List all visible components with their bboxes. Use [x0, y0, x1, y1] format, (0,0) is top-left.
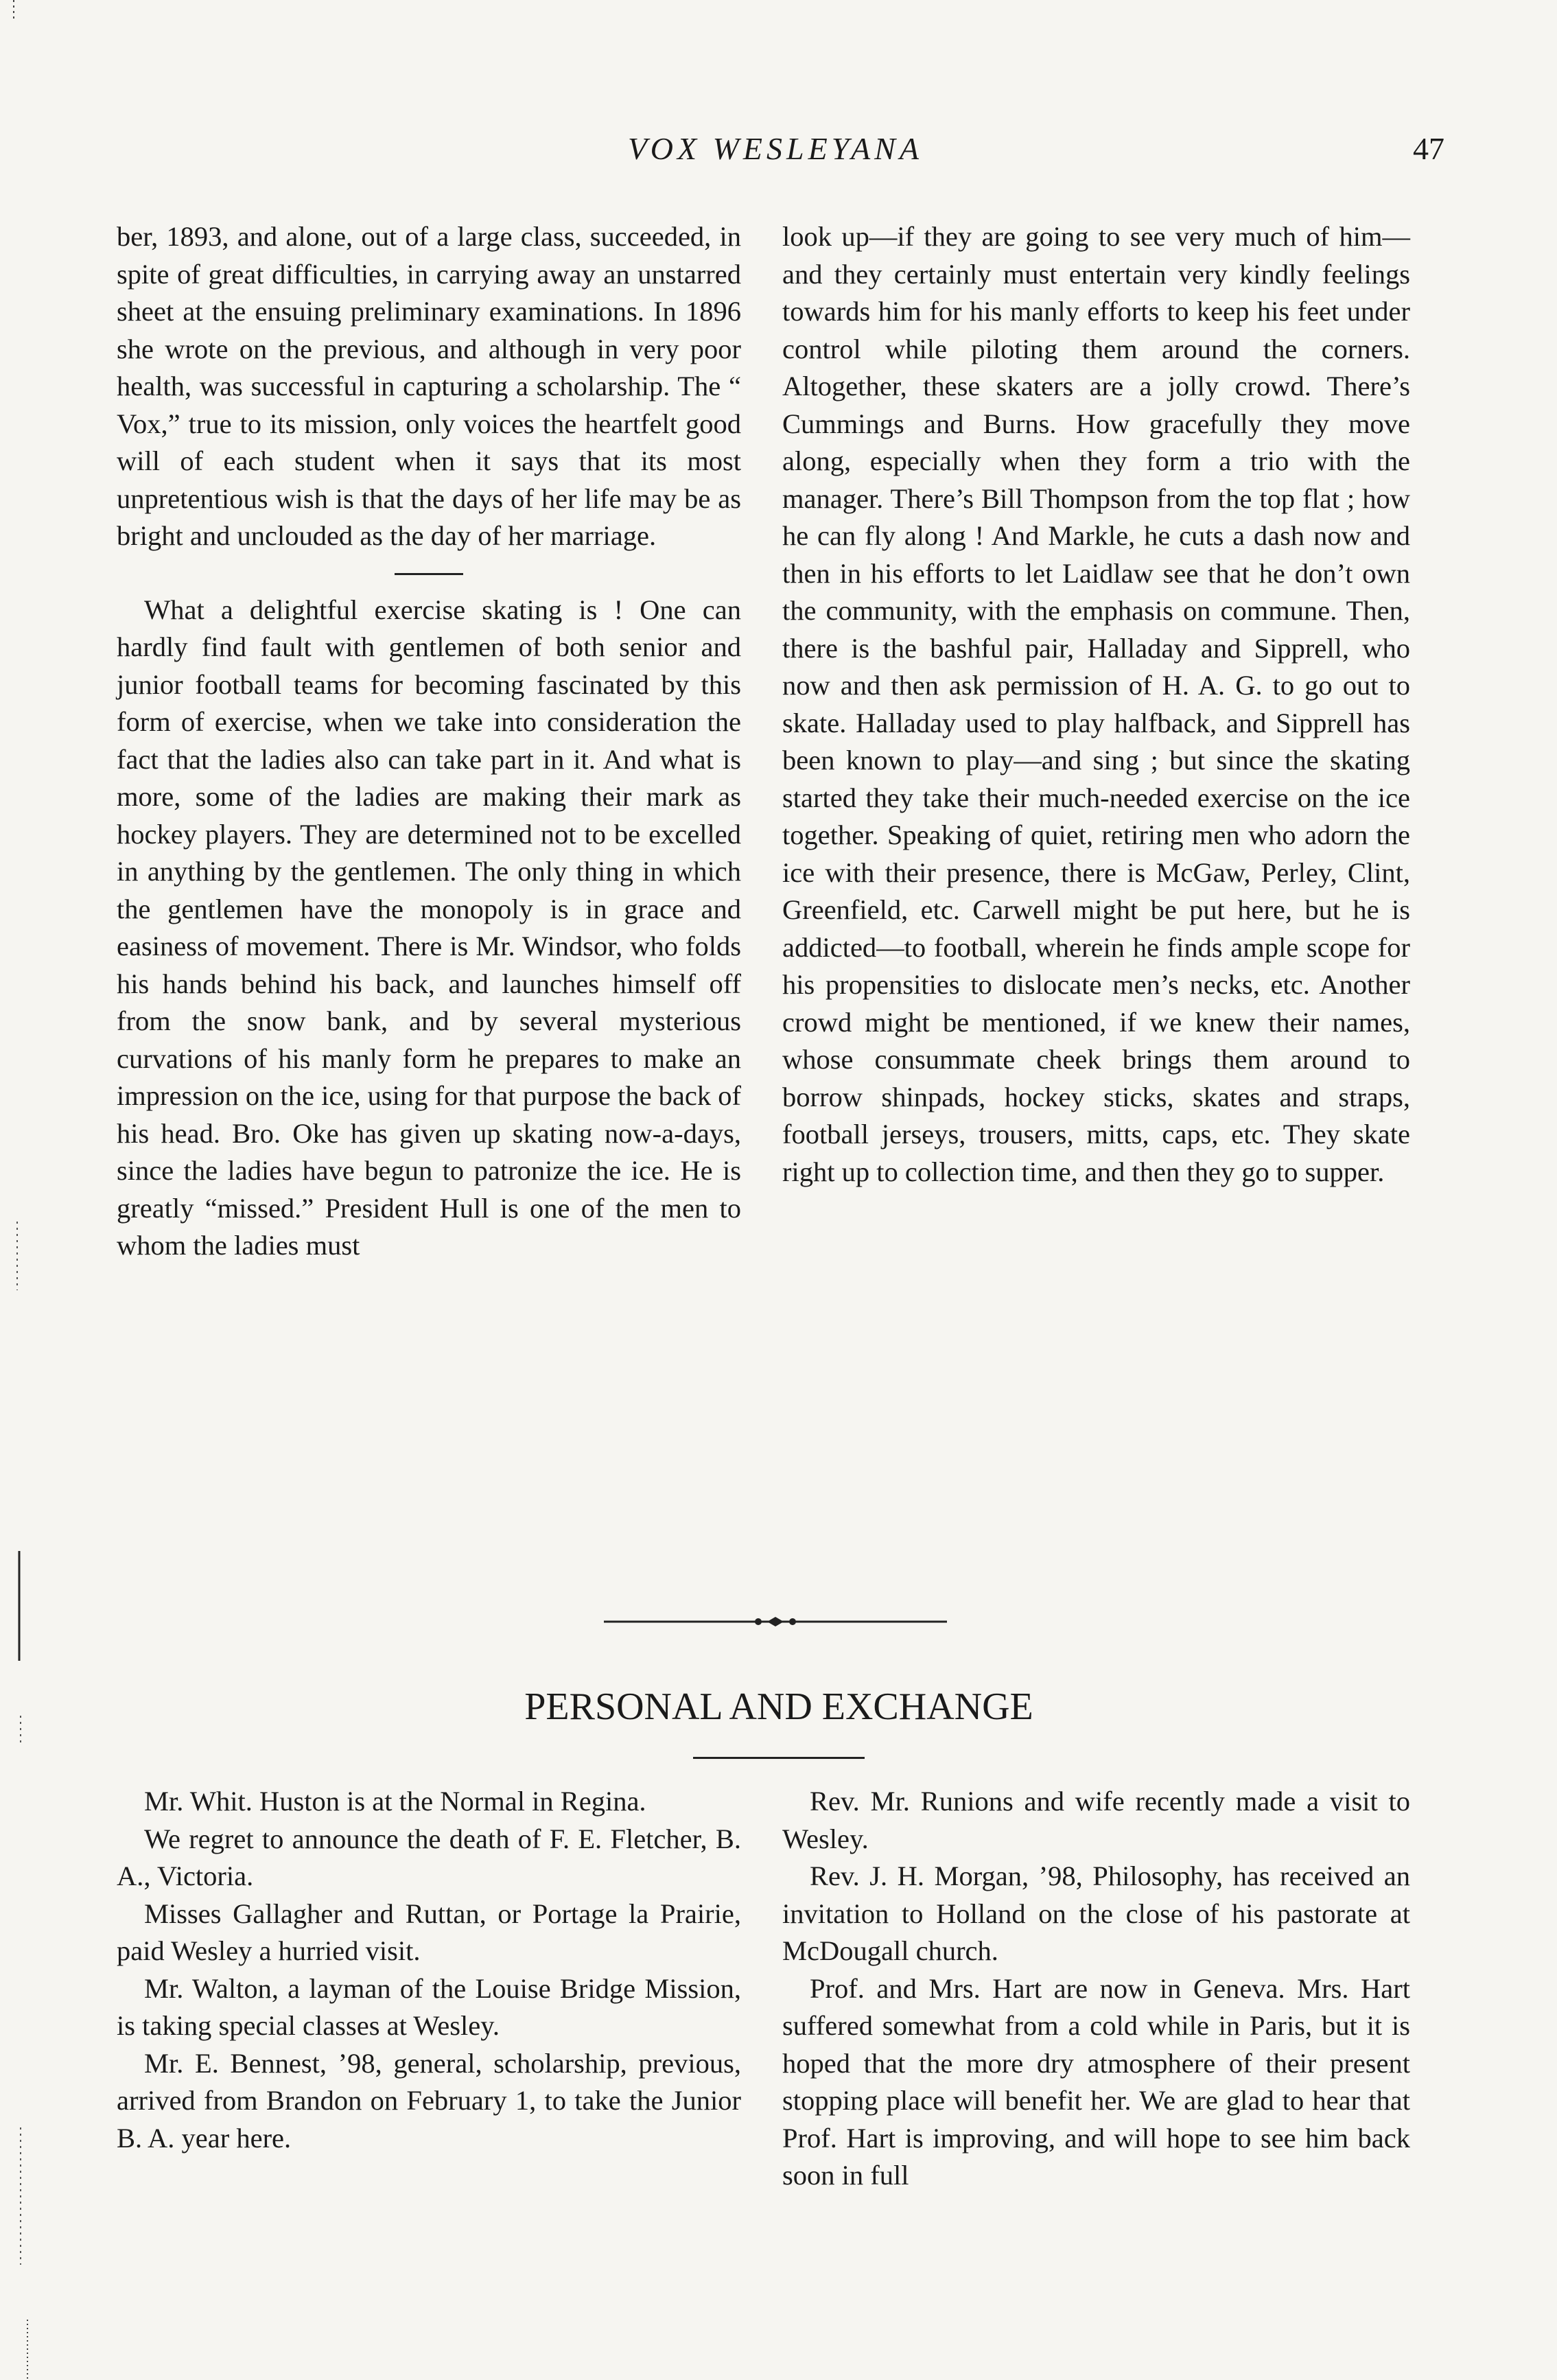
news-item: Rev. J. H. Morgan, ’98, Philosophy, has received an invitation to Holland on the close of his pastorate at McDougall church. [782, 1860, 1410, 1966]
section-divider [395, 573, 463, 575]
news-item: Mr. Whit. Huston is at the Normal in Regina. [144, 1786, 646, 1817]
page-number: 47 [1413, 131, 1444, 166]
ornament-divider [604, 1611, 947, 1632]
news-item: Mr. Walton, a layman of the Louise Bridge Mission, is taking special classes at Wesley. [117, 1972, 741, 2041]
paragraph: What a delightful exercise skating is ! One can hardly find fault with gentlemen of both senior and junior football teams for becoming fascinated by this form of exercise, when we take into consideration the fact that the ladies also can take part in it. And what is more, some of the ladies are making their mark as hockey players. They are determined not to be excelled in anything by the gentlemen. The only thing in which the gentlemen have the monopoly is in grace and easiness of movement. There is Mr. Windsor, who folds his hands behind his back, and launches himself off from the snow bank, and by several mysterious curvations of his manly form he prepares to make an impression on the ice, using for that purpose the back of his head. Bro. Oke has given up skating now-a-days, since the ladies have begun to patronize the ice. He is greatly “missed.” President Hull is one of the men to whom the ladies must [117, 594, 741, 1261]
news-item: Prof. and Mrs. Hart are now in Geneva. Mrs. Hart suffered somewhat from a cold while in Paris, but it is hoped that the more dry atmosphere of their present stopping place will benefit her. We are glad to hear that Prof. Hart is improving, and will hope to see him back soon in full [782, 1972, 1410, 2191]
right-column-bottom [782, 1783, 1410, 2195]
paragraph: ber, 1893, and alone, out of a large class, succeeded, in spite of great difficulties, in carrying away an unstarred sheet at the ensuing preliminary examinations. In 1896 she wrote on the previous, and although in very poor health, was successful in capturing a scholarship. The “ Vox,” true to its mission, only voices the heartfelt good will of each student when it says that its most unpretentious wish is that the days of her life may be as bright and unclouded as the day of her marriage. [117, 221, 741, 551]
left-column-bottom [117, 1783, 741, 2157]
news-item: Mr. E. Bennest, ’98, general, scholarship, previous, arrived from Brandon on February 1, to take the Junior B. A. year here. [117, 2047, 741, 2154]
news-item: Misses Gallagher and Ruttan, or Portage la Prairie, paid Wesley a hurried visit. [117, 1898, 741, 1966]
section-heading: PERSONAL AND EXCHANGE [524, 1685, 1033, 1728]
news-item: Rev. Mr. Runions and wife recently made a visit to Wesley. [782, 1786, 1410, 1854]
news-item: We regret to announce the death of F. E. Fletcher, B. A., Victoria. [117, 1823, 741, 1891]
paragraph: look up—if they are going to see very much of him—and they certainly must entertain very kindly feelings towards him for his manly efforts to keep his feet under control while piloting them around the corners. Altogether, these skaters are a jolly crowd. There’s Cummings and Burns. How gracefully they move along, especially when they form a trio with the manager. There’s Bill Thompson from the top flat ; how he can fly along ! And Markle, he cuts a dash now and then in his efforts to let Laidlaw see that he don’t own the community, with the emphasis on commune. Then, there is the bashful pair, Halladay and Sipprell, who now and then ask permission of H. A. G. to go out to skate. Halladay used to play halfback, and Sipprell has been known to play—and sing ; but since the skating started they take their much-needed exercise on the ice together. Speaking of quiet, retiring men who adorn the ice with their presence, there is McGaw, Perley, Clint, Greenfield, etc. Carwell might be put here, but he is addicted—to football, wherein he finds ample scope for his propensities to dislocate men’s necks, etc. Another crowd might be mentioned, if we knew their names, whose consummate cheek brings them around to borrow shinpads, hockey sticks, skates and straps, football jerseys, trousers, mitts, caps, etc. They skate right up to collection time, and then they go to supper. [782, 221, 1410, 1187]
heading-rule [693, 1757, 865, 1759]
running-header-title: VOX WESLEYANA [628, 131, 923, 166]
left-column-top [117, 218, 741, 1265]
scan-margin-marks [0, 0, 41, 2380]
right-column-top [782, 218, 1410, 1191]
